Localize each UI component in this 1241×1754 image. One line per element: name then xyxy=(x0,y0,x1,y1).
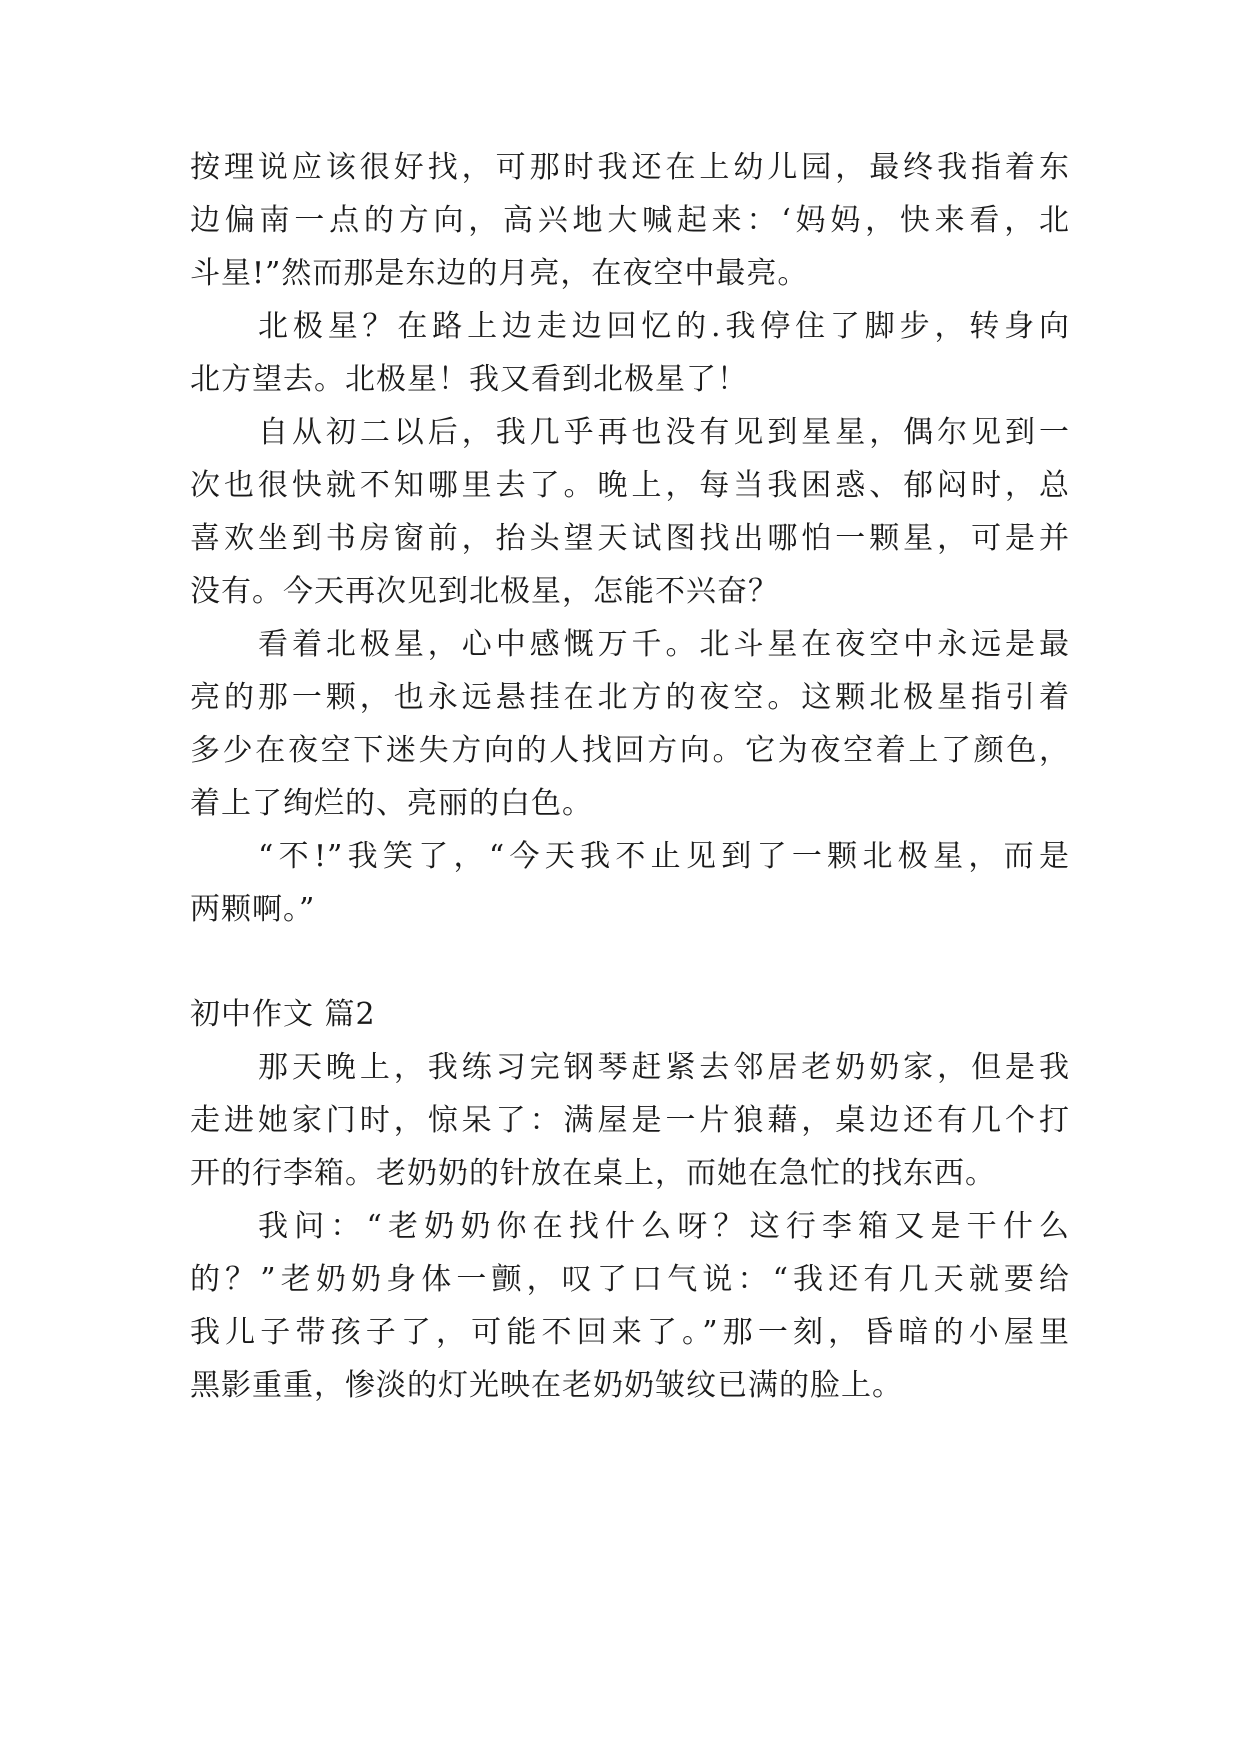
paragraph-line: 的？”老奶奶身体一颤，叹了口气说：“我还有几天就要给 xyxy=(190,1262,1070,1297)
paragraph-line: “不!”我笑了，“今天我不止见到了一颗北极星，而是 xyxy=(258,839,1070,874)
paragraph-line: 多少在夜空下迷失方向的人找回方向。它为夜空着上了颜色， xyxy=(190,733,1070,768)
paragraph-line: 北方望去。北极星！我又看到北极星了！ xyxy=(190,362,748,397)
paragraph-line: 亮的那一颗，也永远悬挂在北方的夜空。这颗北极星指引着 xyxy=(190,680,1070,715)
paragraph-line: 着上了绚烂的、亮丽的白色。 xyxy=(190,786,593,821)
paragraph-line: 黑影重重，惨淡的灯光映在老奶奶皱纹已满的脸上。 xyxy=(190,1368,903,1403)
paragraph-line: 次也很快就不知哪里去了。晚上，每当我困惑、郁闷时，总 xyxy=(190,468,1070,503)
paragraph-line: 自从初二以后，我几乎再也没有见到星星，偶尔见到一 xyxy=(258,415,1070,450)
paragraph-line: 那天晚上，我练习完钢琴赶紧去邻居老奶奶家，但是我 xyxy=(258,1050,1070,1085)
paragraph-line: 北极星？在路上边走边回忆的.我停住了脚步，转身向 xyxy=(258,309,1070,344)
paragraph-line: 走进她家门时，惊呆了：满屋是一片狼藉，桌边还有几个打 xyxy=(190,1103,1070,1138)
paragraph-line: 我儿子带孩子了，可能不回来了。”那一刻，昏暗的小屋里 xyxy=(190,1315,1070,1350)
paragraph-line: 没有。今天再次见到北极星，怎能不兴奋？ xyxy=(190,574,779,609)
paragraph-line: 边偏南一点的方向，高兴地大喊起来：‘妈妈，快来看，北 xyxy=(190,203,1070,238)
paragraph-line: 按理说应该很好找，可那时我还在上幼儿园，最终我指着东 xyxy=(190,150,1070,185)
paragraph-line: 我问：“老奶奶你在找什么呀？这行李箱又是干什么 xyxy=(258,1209,1070,1244)
paragraph-line: 斗星!”然而那是东边的月亮，在夜空中最亮。 xyxy=(190,256,809,291)
paragraph-line: 两颗啊。” xyxy=(190,892,316,927)
section-heading: 初中作文 篇2 xyxy=(190,997,376,1032)
paragraph-line: 开的行李箱。老奶奶的针放在桌上，而她在急忙的找东西。 xyxy=(190,1156,996,1191)
paragraph-line: 看着北极星，心中感慨万千。北斗星在夜空中永远是最 xyxy=(258,627,1070,662)
paragraph-line: 喜欢坐到书房窗前，抬头望天试图找出哪怕一颗星，可是并 xyxy=(190,521,1070,556)
